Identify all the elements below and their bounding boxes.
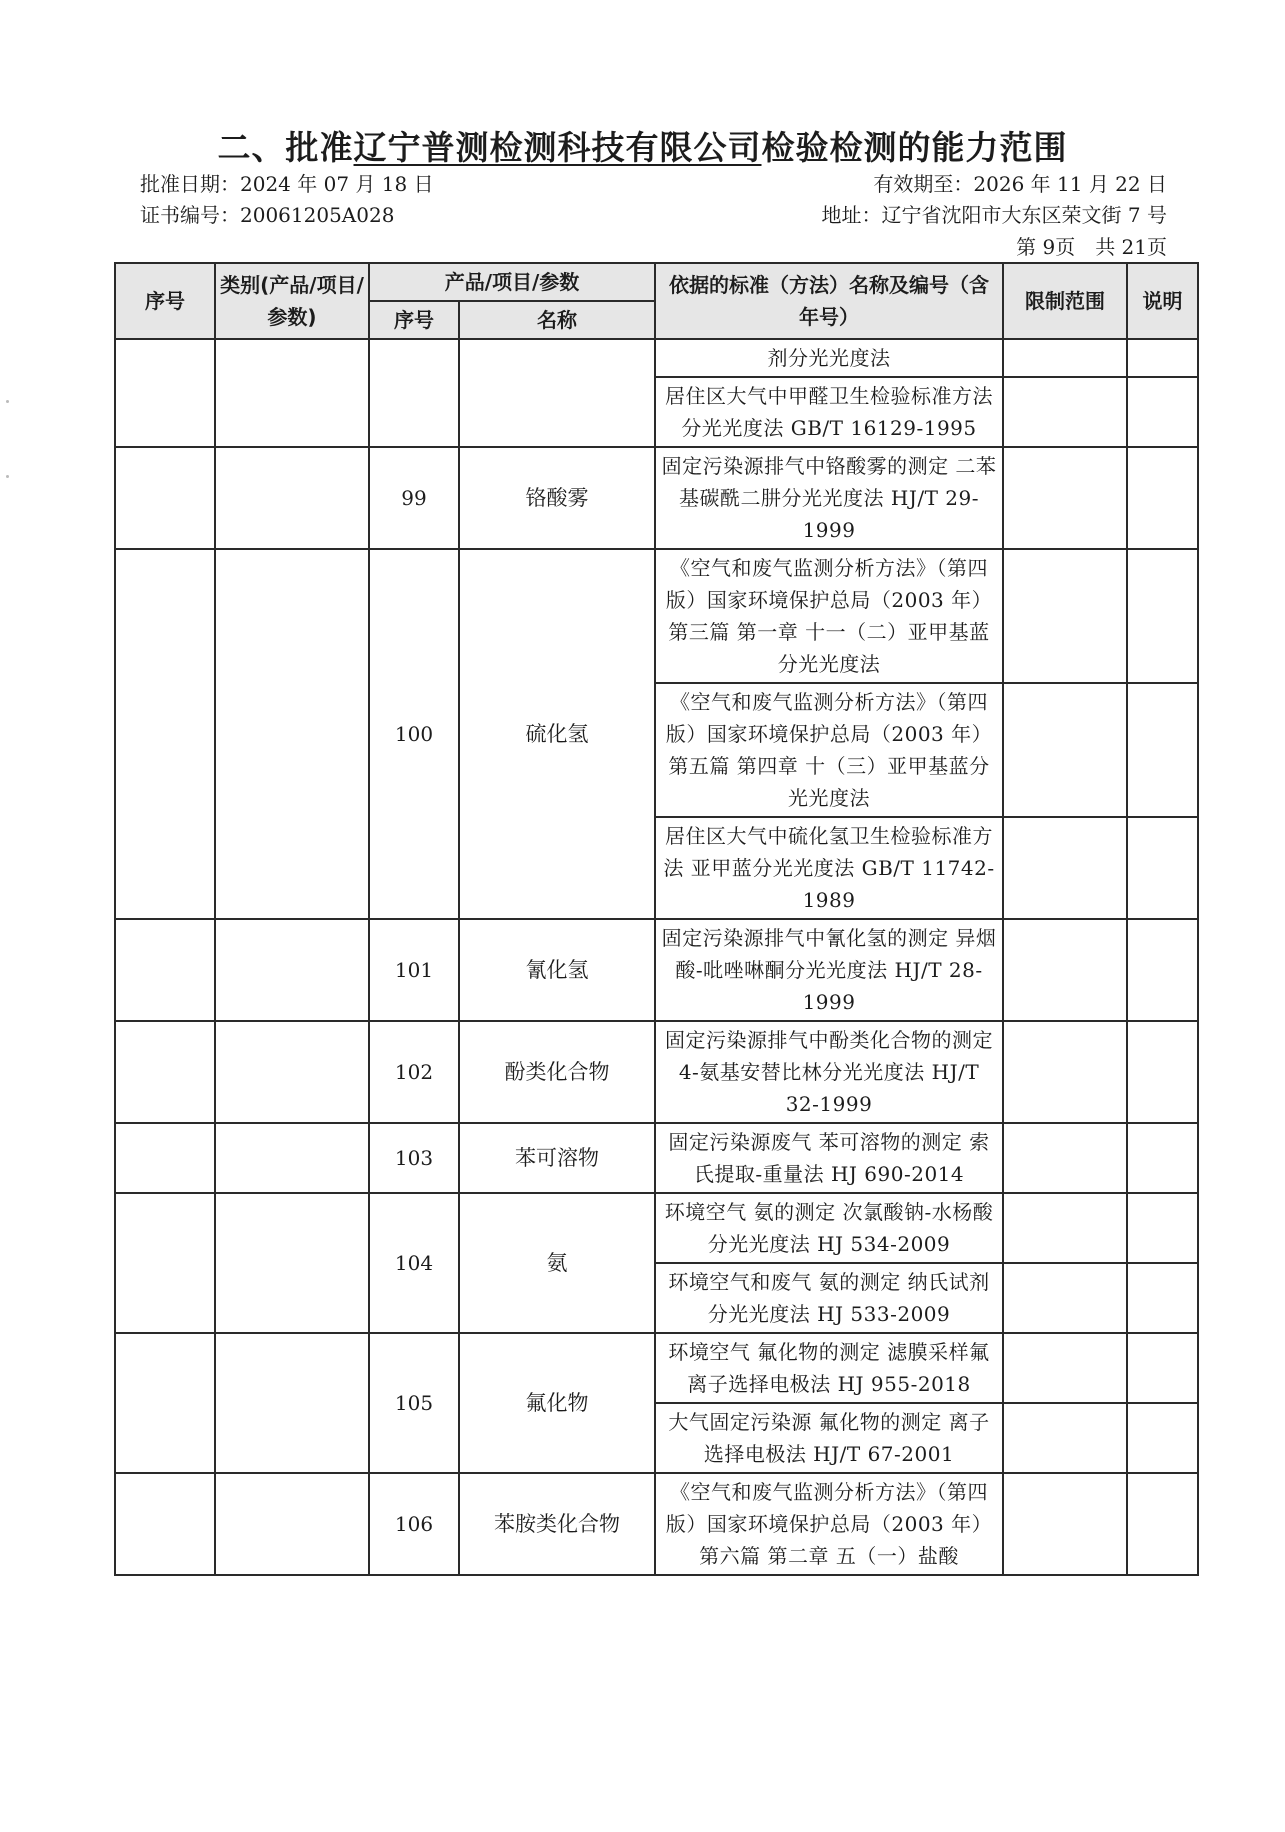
table-row xyxy=(115,919,1198,1021)
seq-cell xyxy=(115,1333,215,1473)
table-row xyxy=(115,1473,1198,1575)
category-cell xyxy=(215,1123,369,1193)
standard-cell: 《空气和废气监测分析方法》（第四版）国家环境保护总局（2003 年）第六篇 第二章 五（一）盐酸 xyxy=(655,1473,1003,1575)
seq-cell xyxy=(115,1473,215,1575)
standard-cell: 固定污染源排气中铬酸雾的测定 二苯基碳酰二肼分光光度法 HJ/T 29-1999 xyxy=(655,447,1003,549)
table-row xyxy=(115,339,1198,377)
limit-cell xyxy=(1003,1193,1127,1263)
category-cell xyxy=(215,1021,369,1123)
category-cell xyxy=(215,919,369,1021)
item-number-cell: 102 xyxy=(369,1021,459,1123)
standard-cell: 固定污染源排气中氰化氢的测定 异烟酸-吡唑啉酮分光光度法 HJ/T 28-1999 xyxy=(655,919,1003,1021)
category-cell xyxy=(215,1333,369,1473)
note-cell xyxy=(1127,1263,1198,1333)
seq-cell xyxy=(115,919,215,1021)
item-name-cell: 氨 xyxy=(459,1193,655,1333)
limit-cell xyxy=(1003,817,1127,919)
limit-cell xyxy=(1003,1123,1127,1193)
item-number-cell: 105 xyxy=(369,1333,459,1473)
header-standard: 依据的标准（方法）名称及编号（含年号） xyxy=(655,263,1003,339)
limit-cell xyxy=(1003,1403,1127,1473)
note-cell xyxy=(1127,1193,1198,1263)
item-name-cell: 氰化氢 xyxy=(459,919,655,1021)
item-number-cell: 99 xyxy=(369,447,459,549)
item-number-cell xyxy=(369,339,459,447)
standard-cell: 固定污染源废气 苯可溶物的测定 索氏提取-重量法 HJ 690-2014 xyxy=(655,1123,1003,1193)
table-row xyxy=(115,447,1198,549)
note-cell xyxy=(1127,1473,1198,1575)
standard-cell: 居住区大气中甲醛卫生检验标准方法 分光光度法 GB/T 16129-1995 xyxy=(655,377,1003,447)
header-limit: 限制范围 xyxy=(1003,263,1127,339)
item-name-cell: 酚类化合物 xyxy=(459,1021,655,1123)
item-name-cell: 苯可溶物 xyxy=(459,1123,655,1193)
note-cell xyxy=(1127,1123,1198,1193)
page-title xyxy=(0,122,1285,169)
item-number-cell: 100 xyxy=(369,549,459,919)
table-row xyxy=(115,1123,1198,1193)
category-cell xyxy=(215,1473,369,1575)
seq-cell xyxy=(115,549,215,919)
seq-cell xyxy=(115,339,215,447)
header-sub-seq: 序号 xyxy=(369,301,459,339)
approval-date: 批准日期：2024 年 07 月 18 日 xyxy=(140,172,434,196)
note-cell xyxy=(1127,683,1198,817)
seq-cell xyxy=(115,1021,215,1123)
header-product-group: 产品/项目/参数 xyxy=(369,263,655,301)
table-row xyxy=(115,1021,1198,1123)
category-cell xyxy=(215,339,369,447)
limit-cell xyxy=(1003,447,1127,549)
item-number-cell: 104 xyxy=(369,1193,459,1333)
limit-cell xyxy=(1003,549,1127,683)
header-note: 说明 xyxy=(1127,263,1198,339)
category-cell xyxy=(215,1193,369,1333)
item-name-cell: 苯胺类化合物 xyxy=(459,1473,655,1575)
standard-cell: 居住区大气中硫化氢卫生检验标准方法 亚甲蓝分光光度法 GB/T 11742-1989 xyxy=(655,817,1003,919)
seq-cell xyxy=(115,1193,215,1333)
limit-cell xyxy=(1003,1021,1127,1123)
standard-cell: 大气固定污染源 氟化物的测定 离子选择电极法 HJ/T 67-2001 xyxy=(655,1403,1003,1473)
address: 地址：辽宁省沈阳市大东区荣文街 7 号 xyxy=(821,203,1167,227)
title-organization: 辽宁普测检测科技有限公司 xyxy=(353,128,762,167)
valid-until: 有效期至：2026 年 11 月 22 日 xyxy=(873,172,1167,196)
item-number-cell: 101 xyxy=(369,919,459,1021)
scan-speck xyxy=(6,400,9,403)
note-cell xyxy=(1127,339,1198,377)
note-cell xyxy=(1127,377,1198,447)
seq-cell xyxy=(115,1123,215,1193)
limit-cell xyxy=(1003,919,1127,1021)
header-category: 类别(产品/项目/参数) xyxy=(215,263,369,339)
standard-cell: 环境空气 氟化物的测定 滤膜采样氟离子选择电极法 HJ 955-2018 xyxy=(655,1333,1003,1403)
header-row xyxy=(115,263,1198,301)
limit-cell xyxy=(1003,1473,1127,1575)
standard-cell: 环境空气 氨的测定 次氯酸钠-水杨酸分光光度法 HJ 534-2009 xyxy=(655,1193,1003,1263)
page-info: 第 9页 共 21页 xyxy=(1016,235,1167,259)
item-number-cell: 103 xyxy=(369,1123,459,1193)
note-cell xyxy=(1127,447,1198,549)
category-cell xyxy=(215,447,369,549)
note-cell xyxy=(1127,817,1198,919)
title-suffix: 检验检测的能力范围 xyxy=(761,128,1068,167)
item-name-cell: 硫化氢 xyxy=(459,549,655,919)
item-number-cell: 106 xyxy=(369,1473,459,1575)
item-name-cell: 氟化物 xyxy=(459,1333,655,1473)
category-cell xyxy=(215,549,369,919)
item-name-cell: 铬酸雾 xyxy=(459,447,655,549)
standard-cell: 固定污染源排气中酚类化合物的测定 4-氨基安替比林分光光度法 HJ/T 32-1999 xyxy=(655,1021,1003,1123)
table-row xyxy=(115,1193,1198,1263)
limit-cell xyxy=(1003,377,1127,447)
note-cell xyxy=(1127,919,1198,1021)
note-cell xyxy=(1127,1333,1198,1403)
header-seq: 序号 xyxy=(115,263,215,339)
table-row xyxy=(115,1333,1198,1403)
seq-cell xyxy=(115,447,215,549)
note-cell xyxy=(1127,1021,1198,1123)
note-cell xyxy=(1127,549,1198,683)
scan-speck xyxy=(6,475,9,478)
limit-cell xyxy=(1003,339,1127,377)
standard-cell: 《空气和废气监测分析方法》（第四版）国家环境保护总局（2003 年）第三篇 第一章 十一（二）亚甲基蓝分光光度法 xyxy=(655,549,1003,683)
limit-cell xyxy=(1003,1263,1127,1333)
table-row xyxy=(115,549,1198,683)
item-name-cell xyxy=(459,339,655,447)
limit-cell xyxy=(1003,1333,1127,1403)
standard-cell: 剂分光光度法 xyxy=(655,339,1003,377)
header-sub-name: 名称 xyxy=(459,301,655,339)
certificate-number: 证书编号：20061205A028 xyxy=(140,203,395,227)
capability-table xyxy=(114,262,1199,1576)
standard-cell: 《空气和废气监测分析方法》（第四版）国家环境保护总局（2003 年）第五篇 第四章 十（三）亚甲基蓝分光光度法 xyxy=(655,683,1003,817)
standard-cell: 环境空气和废气 氨的测定 纳氏试剂分光光度法 HJ 533-2009 xyxy=(655,1263,1003,1333)
note-cell xyxy=(1127,1403,1198,1473)
title-prefix: 二、批准 xyxy=(217,128,354,167)
limit-cell xyxy=(1003,683,1127,817)
